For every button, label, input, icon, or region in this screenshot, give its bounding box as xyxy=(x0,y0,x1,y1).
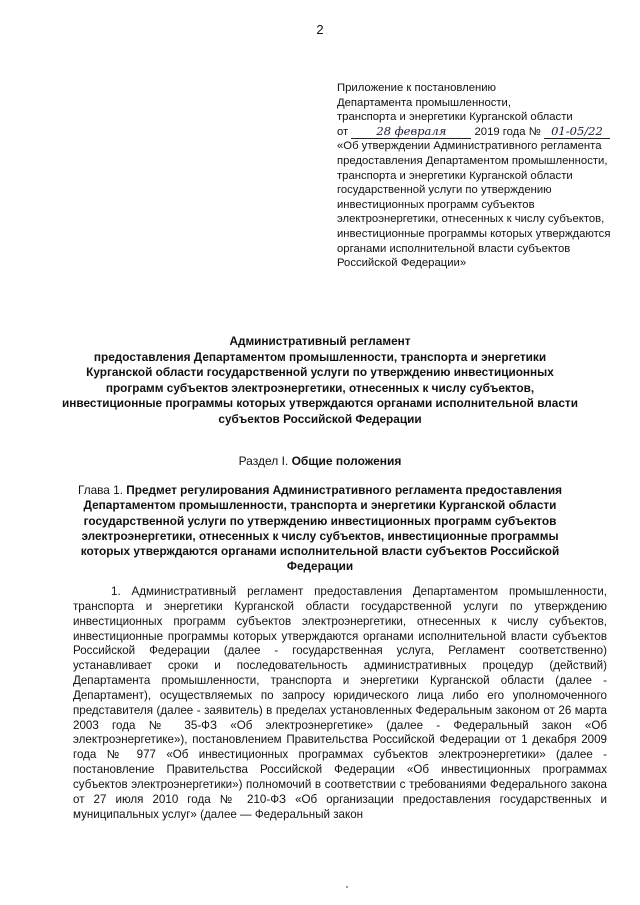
appendix-line-3: транспорта и энергетики Курганской области xyxy=(337,111,573,124)
chapter-prefix: Глава 1. xyxy=(78,483,123,497)
chapter-title: Предмет регулирования Административного регламента предоставления Департаментом промышленности, транспорта и энергетики Курганской области государственной услуги по утверждению инвестиционных программ субъектов электроэнергетики, отнесенных к числу субъектов, инвестиционные программы которых утверждаются органами исполнительной власти субъектов Российской Федерации xyxy=(80,483,563,574)
section-prefix: Раздел I. xyxy=(238,454,289,468)
appendix-subject: «Об утверждении Административного регламента предоставления Департаментом промышленности, транспорта и энергетики Курганской области государственной услуги по утверждению инвестиционных программ субъектов электроэнергетики, отнесенных к числу субъектов, инвестиционные программы которых утверждаются органами исполнительной власти субъектов Российской Федерации» xyxy=(337,140,611,270)
date-prefix: от xyxy=(337,125,349,138)
paragraph-1: 1. Административный регламент предоставления Департаментом промышленности, транспорта и энергетики Курганской области государственной услуги по утверждению инвестиционных программ субъектов электроэнергетики, отнесенных к числу субъектов, инвестиционные программы которых утверждаются органами исполнительной власти субъектов Российской Федерации (далее - государственная услуга, Регламент соответственно) устанавливает сроки и последовательность административных процедур (действий) Департамента промышленности, транспорта и энергетики Курганской области (далее - Департамент), осуществляемых по запросу юридического лица либо его уполномоченного представителя (далее - заявитель) в пределах установленных Федеральным законом от 26 марта 2003 года № 35-ФЗ «Об электроэнергетике» (далее - Федеральный закон «Об электроэнергетике»), постановлением Правительства Российской Федерации от 1 декабря 2009 года № 977 «Об инвестиционных программах субъектов электроэнергетики» (далее - постановление Правительства Российской Федерации «Об инвестиционных программах субъектов электроэнергетики») полномочий в соответствии с требованиями Федерального закона от 27 июля 2010 года № 210-ФЗ «Об организации предоставления государственных и муниципальных услуг» (далее — Федеральный закон xyxy=(73,585,607,821)
section-title: Общие положения xyxy=(291,454,402,468)
appendix-header xyxy=(337,81,619,271)
page-number: 2 xyxy=(316,22,324,37)
scan-mark xyxy=(346,886,348,888)
year-text: 2019 года № xyxy=(474,125,541,138)
appendix-line-2: Департамента промышленности, xyxy=(337,96,511,109)
handwritten-date: 28 февраля xyxy=(351,125,471,139)
appendix-line-1: Приложение к постановлению xyxy=(337,82,497,94)
document-title xyxy=(60,334,580,428)
handwritten-number: 01-05/22 xyxy=(544,125,610,139)
document-title-body: предоставления Департаментом промышленности, транспорта и энергетики Курганской области государственной услуги по утверждению инвестиционных программ субъектов электроэнергетики, отнесенных к числу субъектов, инвестиционные программы которых утверждаются органами исполнительной власти субъектов Российской Федерации xyxy=(62,349,578,426)
appendix-date-line xyxy=(337,125,619,140)
section-heading xyxy=(0,454,640,469)
chapter-heading xyxy=(78,483,562,575)
document-title-line-1: Административный регламент xyxy=(229,334,411,348)
